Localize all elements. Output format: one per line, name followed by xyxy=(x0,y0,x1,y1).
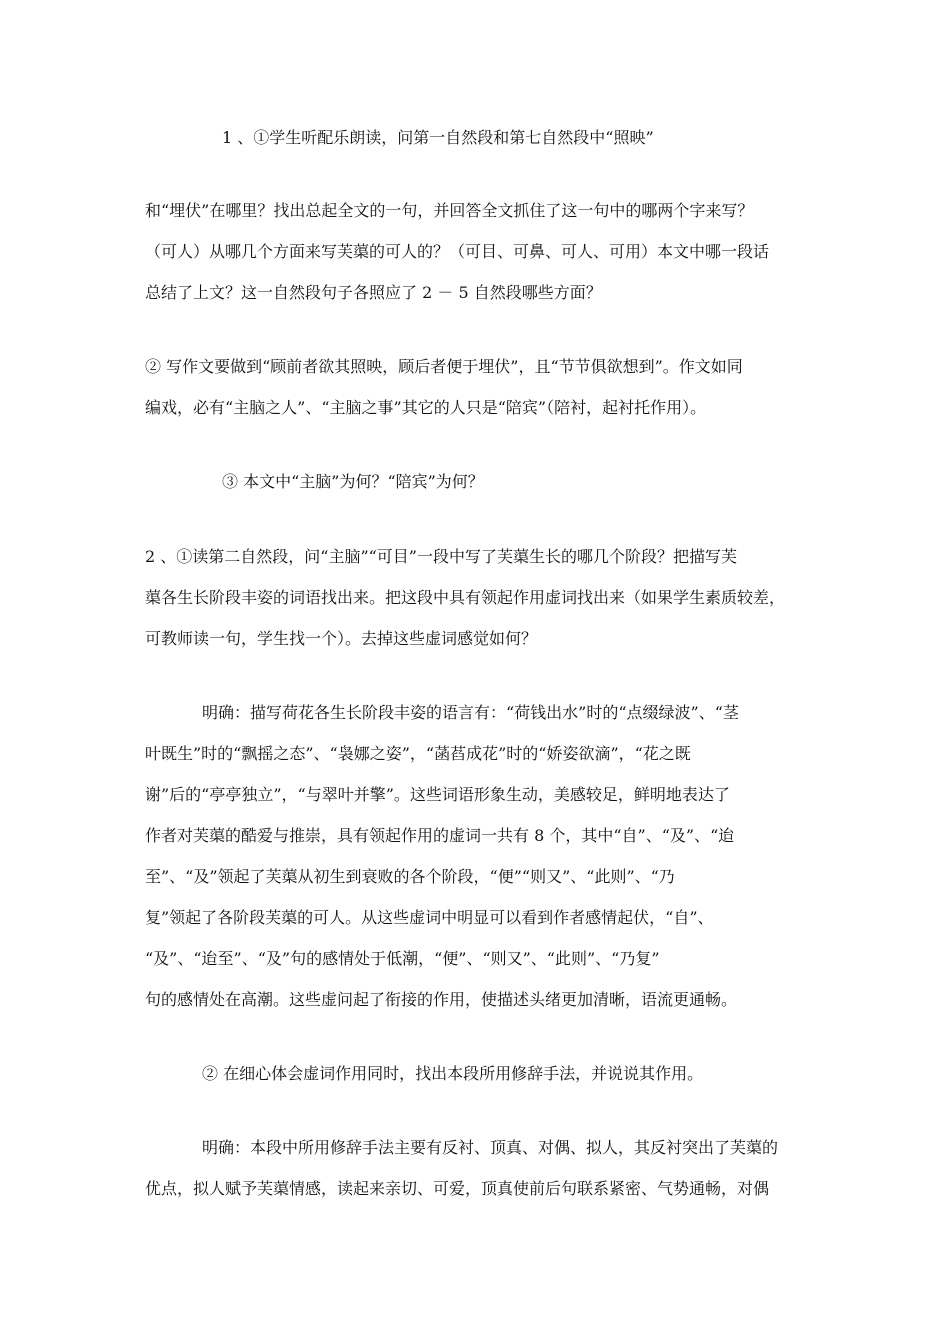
text-line: （可人）从哪几个方面来写芙蕖的可人的？（可目、可鼻、可人、可用）本文中哪一段话 xyxy=(145,242,770,261)
text-line: 叶既生”时的“飘摇之态”、“袅娜之姿”，“菡萏成花”时的“娇姿欲滴”，“花之既 xyxy=(145,744,691,763)
text-line: “及”、“迨至”、“及”句的感情处于低潮，“便”、“则又”、“此则”、“乃复” xyxy=(145,949,660,968)
text-line: 复”领起了各阶段芙蕖的可人。从这些虚词中明显可以看到作者感情起伏，“自”、 xyxy=(145,908,714,927)
text-line: 1 、①学生听配乐朗读，问第一自然段和第七自然段中“照映” xyxy=(222,128,654,147)
text-line: 明确：描写荷花各生长阶段丰姿的语言有：“荷钱出水”时的“点缀绿波”、“茎 xyxy=(202,703,739,722)
text-line: 明确：本段中所用修辞手法主要有反衬、顶真、对偶、拟人，其反衬突出了芙蕖的 xyxy=(202,1138,779,1157)
text-line: 句的感情处在高潮。这些虚问起了衔接的作用，使描述头绪更加清晰，语流更通畅。 xyxy=(145,990,738,1009)
text-line: ② 在细心体会虚词作用同时，找出本段所用修辞手法，并说说其作用。 xyxy=(202,1064,704,1083)
text-line: 至”、“及”领起了芙蕖从初生到衰败的各个阶段，“便”“则又”、“此则”、“乃 xyxy=(145,867,675,886)
text-line: 和“埋伏”在哪里？找出总起全文的一句，并回答全文抓住了这一句中的哪两个字来写？ xyxy=(145,201,754,220)
text-line: ② 写作文要做到“顾前者欲其照映，顾后者便于埋伏”，且“节节俱欲想到”。作文如同 xyxy=(145,357,743,376)
text-line: ③ 本文中“主脑”为何？“陪宾”为何？ xyxy=(222,472,484,491)
text-line: 作者对芙蕖的酷爱与推崇，具有领起作用的虚词一共有 8 个，其中“自”、“及”、“迨 xyxy=(145,826,735,845)
text-line: 2 、①读第二自然段，问“主脑”“可目”一段中写了芙蕖生长的哪几个阶段？把描写芙 xyxy=(145,547,737,566)
text-line: 可教师读一句，学生找一个）。去掉这些虚词感觉如何？ xyxy=(145,629,538,648)
text-line: 谢”后的“亭亭独立”，“与翠叶并擎”。这些词语形象生动，美感较足，鲜明地表达了 xyxy=(145,785,730,804)
text-line: 蕖各生长阶段丰姿的词语找出来。把这段中具有领起作用虚词找出来（如果学生素质较差， xyxy=(145,588,786,607)
text-line: 编戏，必有“主脑之人”、“主脑之事”其它的人只是“陪宾”（陪衬，起衬托作用）。 xyxy=(145,398,707,417)
text-line: 总结了上文？这一自然段句子各照应了 2 － 5 自然段哪些方面？ xyxy=(145,283,602,302)
text-line: 优点，拟人赋予芙蕖情感，读起来亲切、可爱，顶真使前后句联系紧密、气势通畅，对偶 xyxy=(145,1179,770,1198)
